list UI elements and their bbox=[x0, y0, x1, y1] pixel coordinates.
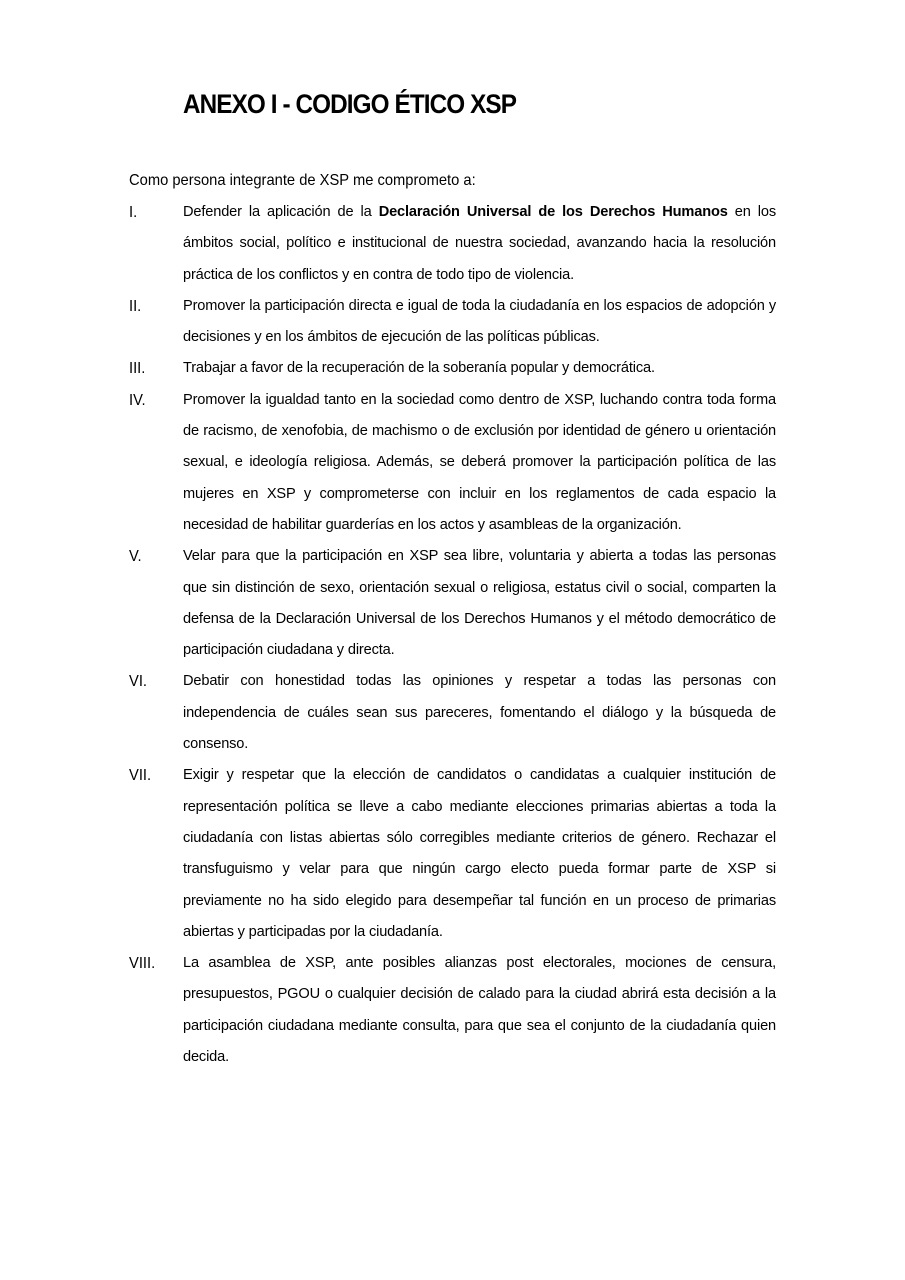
list-item bbox=[129, 197, 776, 291]
list-item bbox=[129, 385, 776, 541]
item-number: I. bbox=[129, 204, 138, 221]
item-number: VII. bbox=[129, 767, 152, 785]
item-text: Promover la igualdad tanto en la sociedad como dentro de XSP, luchando contra toda forma de racismo, de xenofobia, de machismo o de exclusión por identidad de género u orientación sexual, e ideología religiosa. Además, se deberá promover la participación política de las mujeres en XSP y comprometerse con incluir en los reglamentos de cada espacio la necesidad de habilitar guarderías en los actos y asambleas de la organización. bbox=[183, 391, 776, 533]
item-text-lead: Defender la aplicación de la bbox=[183, 204, 379, 220]
list-item bbox=[129, 353, 776, 384]
item-number: V. bbox=[129, 548, 142, 566]
page-title: ANEXO I - CODIGO ÉTICO XSP bbox=[183, 89, 517, 119]
intro-text: Como persona integrante de XSP me comprometo a: bbox=[129, 172, 476, 189]
list-item bbox=[129, 948, 776, 1073]
item-text: La asamblea de XSP, ante posibles alianzas post electorales, mociones de censura, presupuestos, PGOU o cualquier decisión de calado para la ciudad abrirá esta decisión a la participación ciudadana mediante consulta, para que sea el conjunto de la ciudadanía quien decida. bbox=[183, 955, 776, 1066]
list-item bbox=[129, 666, 776, 760]
item-text: Debatir con honestidad todas las opiniones y respetar a todas las personas con independencia de cuáles sean sus pareceres, fomentando el diálogo y la búsqueda de consenso. bbox=[183, 673, 776, 753]
item-number: III. bbox=[129, 360, 146, 378]
item-text: Velar para que la participación en XSP sea libre, voluntaria y abierta a todas las personas que sin distinción de sexo, orientación sexual o religiosa, estatus civil o social, comparten la defensa de la Declaración Universal de los Derechos Humanos y el método democrático de participación ciudadana y directa. bbox=[183, 548, 776, 659]
item-text-bold: Declaración Universal de los Derechos Humanos bbox=[378, 204, 728, 220]
list-item bbox=[129, 291, 776, 354]
item-text: Promover la participación directa e igual de toda la ciudadanía en los espacios de adopción y decisiones y en los ámbitos de ejecución de las políticas públicas. bbox=[183, 297, 776, 346]
item-text: Exigir y respetar que la elección de candidatos o candidatas a cualquier institución de representación política se lleve a cabo mediante elecciones primarias abiertas a toda la ciudadanía con listas abiertas sólo corregibles mediante criterios de género. Rechazar el transfuguismo y velar para que ningún cargo electo pueda formar parte de XSP si previamente no ha sido elegido para desempeñar tal función en un proceso de primarias abiertas y participadas por la ciudadanía. bbox=[183, 767, 776, 940]
list-item bbox=[129, 541, 776, 666]
item-text bbox=[183, 197, 776, 291]
item-number: VIII. bbox=[129, 955, 156, 973]
item-number: II. bbox=[129, 297, 142, 315]
item-text-tail: en los ámbitos social, político e institucional de nuestra sociedad, avanzando hacia la resolución práctica de los conflictos y en contra de todo tipo de violencia. bbox=[183, 204, 776, 283]
item-number: IV. bbox=[129, 391, 146, 409]
list-item bbox=[129, 760, 776, 948]
item-number: VI. bbox=[129, 673, 147, 691]
item-text: Trabajar a favor de la recuperación de la soberanía popular y democrática. bbox=[183, 360, 655, 377]
commitment-list bbox=[129, 197, 776, 1073]
